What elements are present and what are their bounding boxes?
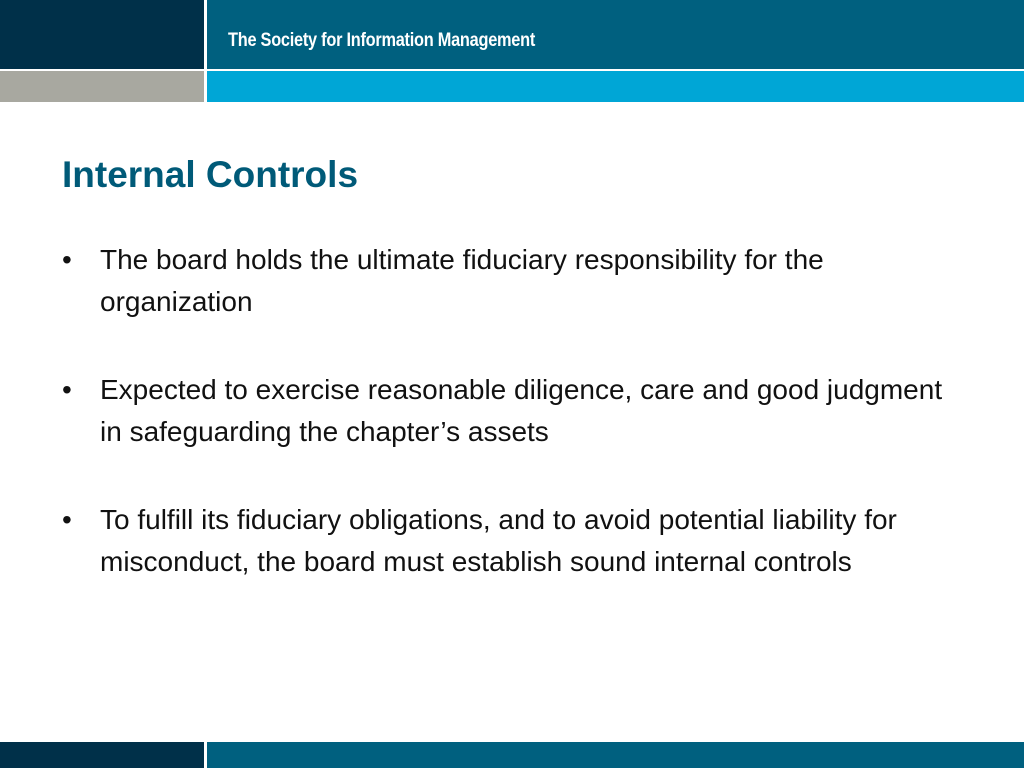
footer-left-block	[0, 742, 204, 768]
bullet-item	[62, 369, 962, 453]
footer-band	[207, 742, 1024, 768]
header-accent-band	[207, 71, 1024, 102]
bullet-point-icon: •	[62, 504, 72, 535]
header-vertical-divider	[204, 0, 207, 102]
bullet-list	[62, 239, 962, 629]
header-left-dark-block	[0, 0, 204, 69]
footer-vertical-divider	[204, 742, 207, 768]
bullet-item	[62, 239, 962, 323]
bullet-item	[62, 499, 962, 583]
bullet-point-icon: •	[62, 244, 72, 275]
bullet-text: To fulfill its fiduciary obligations, and to avoid potential liability for misconduct, the board must establish sound internal controls	[100, 504, 897, 577]
bullet-point-icon: •	[62, 374, 72, 405]
bullet-text: The board holds the ultimate fiduciary responsibility for the organization	[100, 244, 824, 317]
slide-title: Internal Controls	[62, 154, 359, 195]
organization-name: The Society for Information Management	[228, 30, 536, 51]
bullet-text: Expected to exercise reasonable diligence, care and good judgment in safeguarding the chapter’s assets	[100, 374, 943, 447]
header-left-grey-block	[0, 71, 204, 102]
